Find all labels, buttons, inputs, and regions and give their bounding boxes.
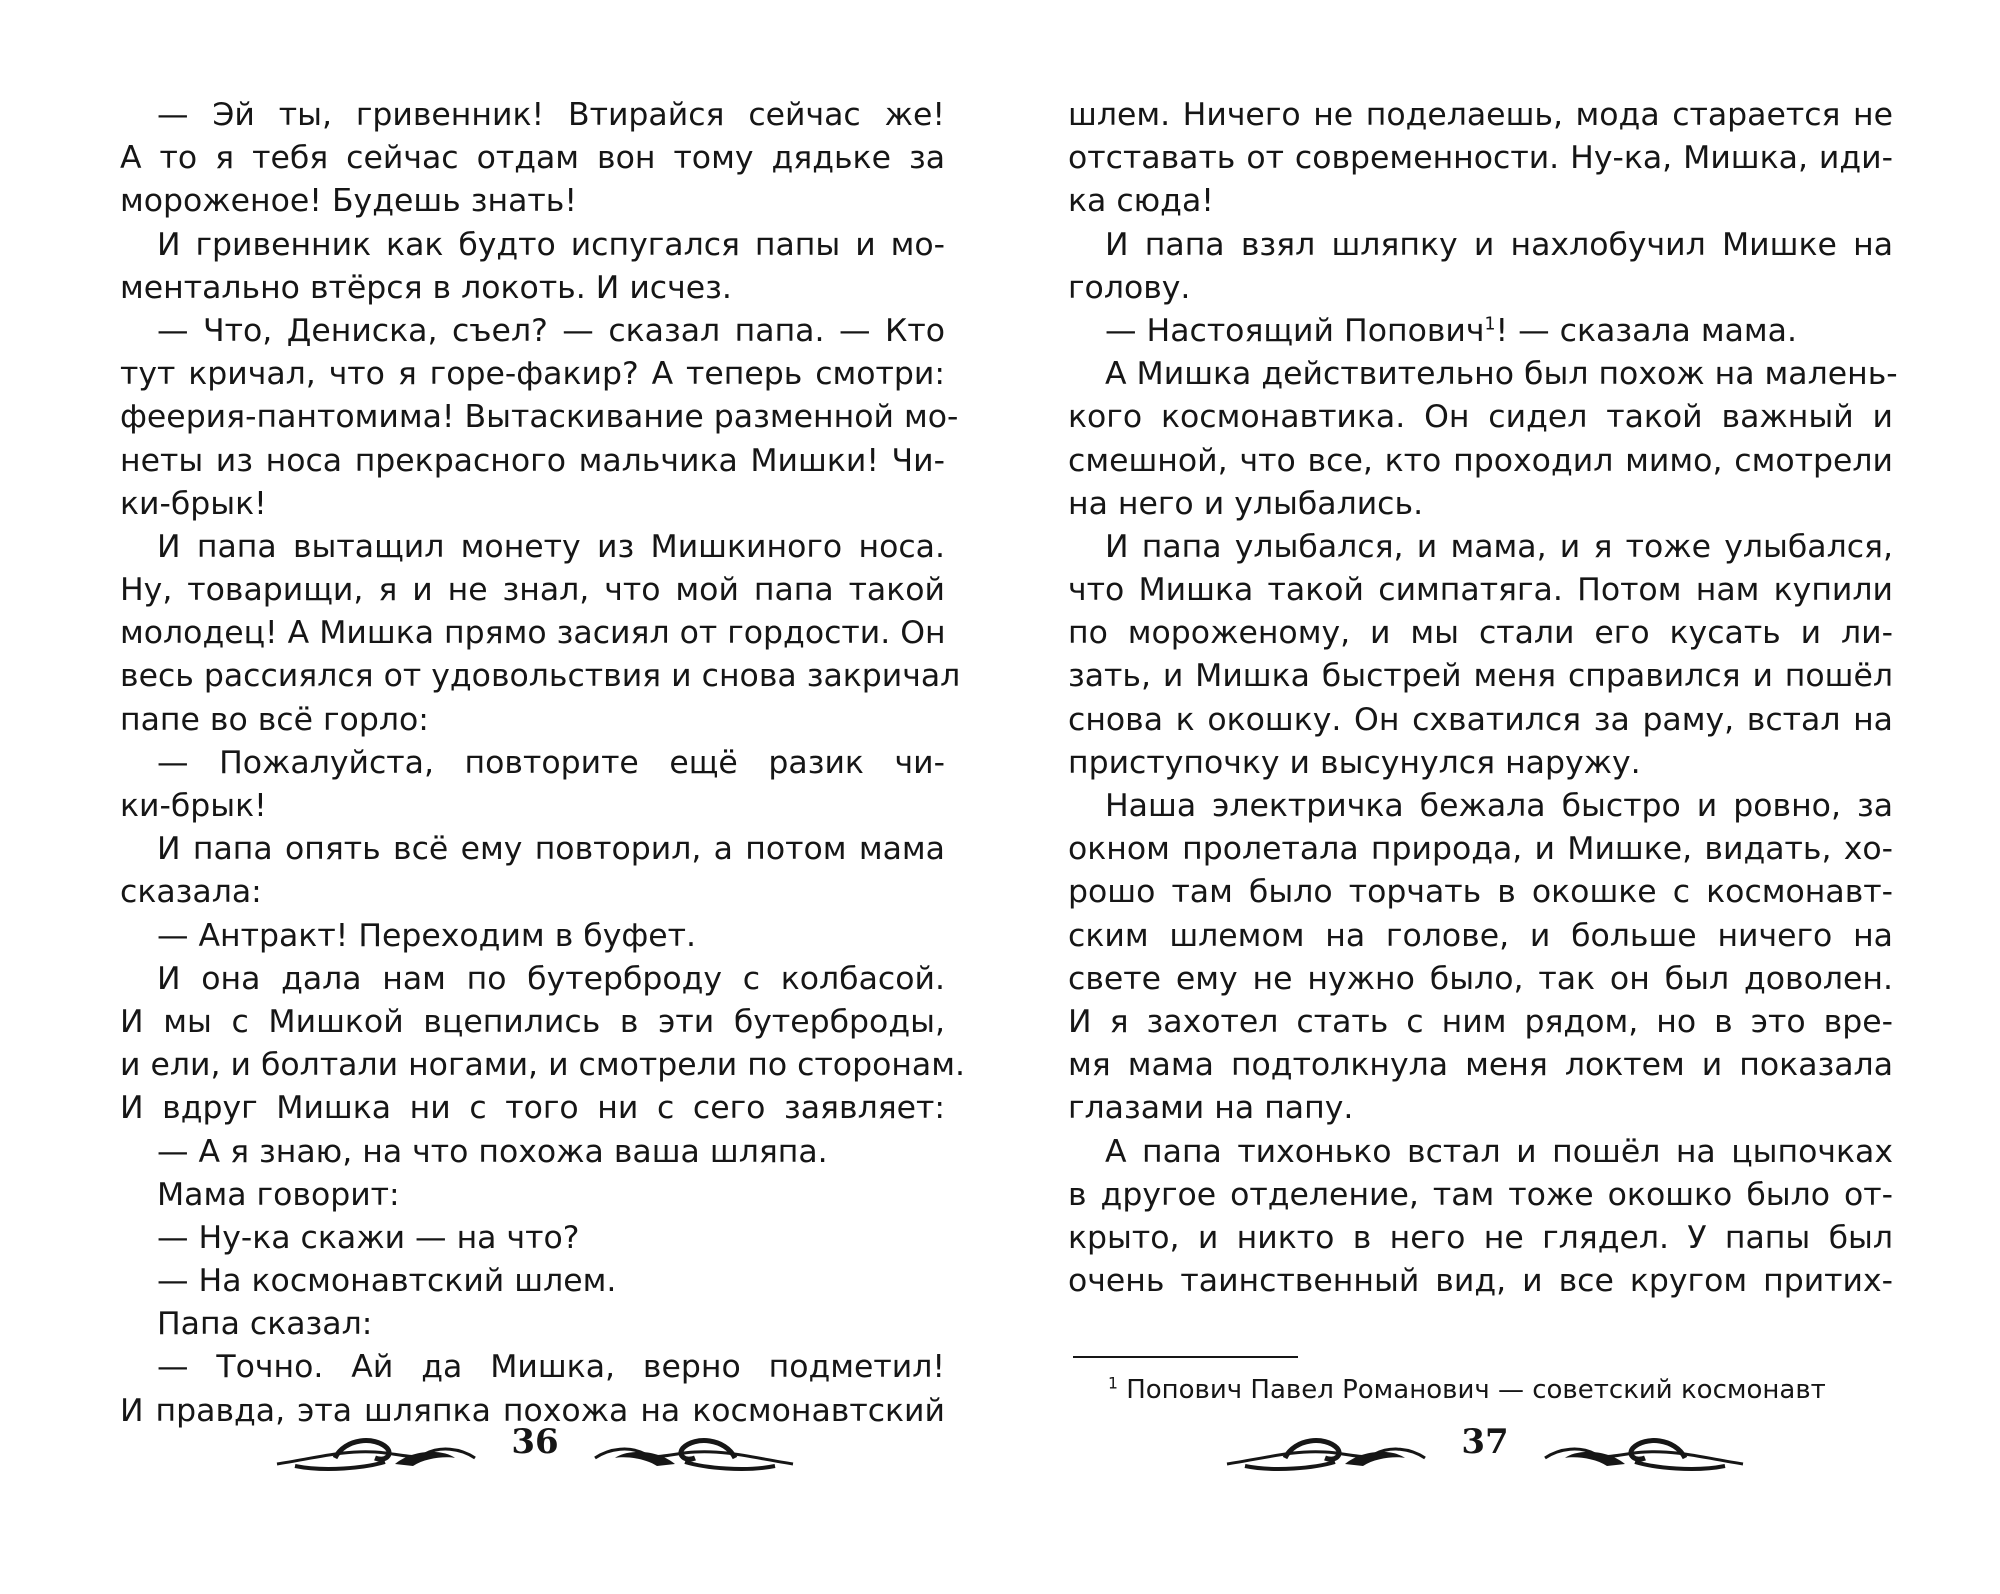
text-line: И она дала нам по бутерброду с колбасой.: [157, 960, 945, 997]
footnote-ref[interactable]: 1: [1484, 314, 1496, 335]
text-line: тут кричал, что я горе-факир? А теперь смотри:: [120, 356, 945, 393]
text-line: мя мама подтолкнула меня локтем и показала: [1068, 1047, 1893, 1084]
text-line: отставать от современности. Ну-ка, Мишка, иди-: [1068, 140, 1893, 177]
text-line: — Пожалуйста, повторите ещё разик чи-: [157, 744, 945, 781]
text-line: И папа опять всё ему повторил, а потом мама: [157, 831, 945, 868]
left-page-text: [120, 94, 966, 1433]
right-page-text: [1068, 94, 1898, 1303]
page-number: 36: [511, 1422, 559, 1462]
text-fragment: ! — сказала мама.: [1495, 312, 1797, 349]
text-line: снова к окошку. Он схватился за раму, встал на: [1068, 701, 1893, 738]
text-line: на него и улыбались.: [1068, 485, 1424, 522]
text-line: очень таинственный вид, и все кругом притих-: [1068, 1263, 1893, 1300]
text-line: И вдруг Мишка ни с того ни с сего заявляет:: [120, 1090, 945, 1127]
text-line: приступочку и высунулся наружу.: [1068, 744, 1641, 781]
text-line: А Мишка действительно был похож на малень-: [1105, 356, 1898, 393]
text-line: сказала:: [120, 874, 262, 911]
text-line: И папа улыбался, и мама, и я тоже улыбался,: [1105, 528, 1893, 565]
text-line: зать, и Мишка быстрей меня справился и пошёл: [1068, 658, 1893, 695]
text-line: что Мишка такой симпатяга. Потом нам купили: [1068, 572, 1893, 609]
text-line: А папа тихонько встал и пошёл на цыпочках: [1105, 1133, 1893, 1170]
text-line: Ну, товарищи, я и не знал, что мой папа такой: [120, 572, 945, 609]
text-line: — Ну-ка скажи — на что?: [157, 1219, 580, 1256]
footnote: [1108, 1372, 1826, 1408]
text-line: мороженое! Будешь знать!: [120, 183, 577, 220]
text-line: кого космонавтика. Он сидел такой важный и: [1068, 399, 1893, 436]
text-line: Папа сказал:: [157, 1306, 373, 1343]
text-line: папе во всё горло:: [120, 701, 429, 738]
page-footer-right: [1225, 1418, 1745, 1488]
text-line: А то я тебя сейчас отдам вон тому дядьке за: [120, 140, 945, 177]
text-line: шлем. Ничего не поделаешь, мода старается не: [1068, 97, 1893, 133]
text-line: — Точно. Ай да Мишка, верно подметил!: [157, 1349, 945, 1386]
text-line: крыто, и никто в него не глядел. У папы был: [1068, 1219, 1893, 1256]
text-line: И я захотел стать с ним рядом, но в это вре-: [1068, 1003, 1893, 1040]
text-line: глазами на папу.: [1068, 1090, 1354, 1127]
text-line: — На космонавтский шлем.: [157, 1263, 617, 1300]
flourish-ornament-icon: [585, 1428, 795, 1478]
text-line: И мы с Мишкой вцепились в эти бутерброды,: [120, 1003, 945, 1040]
footnote-marker: 1: [1108, 1374, 1118, 1393]
text-line: И гривенник как будто испугался папы и мо-: [157, 226, 945, 263]
text-line: по мороженому, и мы стали его кусать и ли-: [1068, 615, 1893, 652]
text-line: феерия-пантомима! Вытаскивание разменной мо-: [120, 399, 959, 436]
text-line: Наша электричка бежала быстро и ровно, за: [1105, 788, 1893, 824]
text-line: И папа взял шляпку и нахлобучил Мишке на: [1105, 226, 1893, 263]
text-line: окном пролетала природа, и Мишке, видать, хо-: [1068, 831, 1893, 868]
text-line: И папа вытащил монету из Мишкиного носа.: [157, 528, 945, 565]
text-line: и ели, и болтали ногами, и смотрели по сторонам.: [120, 1047, 966, 1084]
text-line: ки-брык!: [120, 485, 267, 522]
footnote-text: Попович Павел Романович — советский космонавт: [1126, 1375, 1826, 1405]
text-line: — Антракт! Переходим в буфет.: [157, 917, 697, 954]
text-line: весь рассиялся от удовольствия и снова закричал: [120, 658, 961, 695]
page-number: 37: [1461, 1422, 1509, 1462]
text-line: в другое отделение, там тоже окошко было от-: [1068, 1176, 1893, 1213]
page-footer-left: [275, 1418, 795, 1488]
text-line: — А я знаю, на что похожа ваша шляпа.: [157, 1133, 828, 1170]
text-line: ки-брык!: [120, 788, 267, 824]
text-line: Мама говорит:: [157, 1176, 400, 1213]
text-line: — Что, Дениска, съел? — сказал папа. — Кто: [157, 312, 945, 349]
text-line: ментально втёрся в локоть. И исчез.: [120, 269, 732, 306]
text-line: ским шлемом на голове, и больше ничего на: [1068, 917, 1893, 954]
text-line: [1068, 310, 1893, 353]
text-line: — Эй ты, гривенник! Втирайся сейчас же!: [157, 97, 945, 133]
flourish-ornament-icon: [1535, 1428, 1745, 1478]
text-line: голову.: [1068, 269, 1191, 306]
text-line: И правда, эта шляпка похожа на космонавтский: [120, 1392, 945, 1429]
footnote-divider: [1073, 1356, 1298, 1358]
text-fragment: — Настоящий Попович: [1105, 312, 1485, 349]
text-line: молодец! А Мишка прямо засиял от гордости. Он: [120, 615, 946, 652]
text-line: смешной, что все, кто проходил мимо, смотрели: [1068, 442, 1893, 479]
text-line: неты из носа прекрасного мальчика Мишки! Чи-: [120, 442, 945, 479]
text-line: рошо там было торчать в окошке с космонавт-: [1068, 874, 1893, 911]
text-line: ка сюда!: [1068, 183, 1214, 220]
text-line: свете ему не нужно было, так он был доволен.: [1068, 960, 1893, 997]
